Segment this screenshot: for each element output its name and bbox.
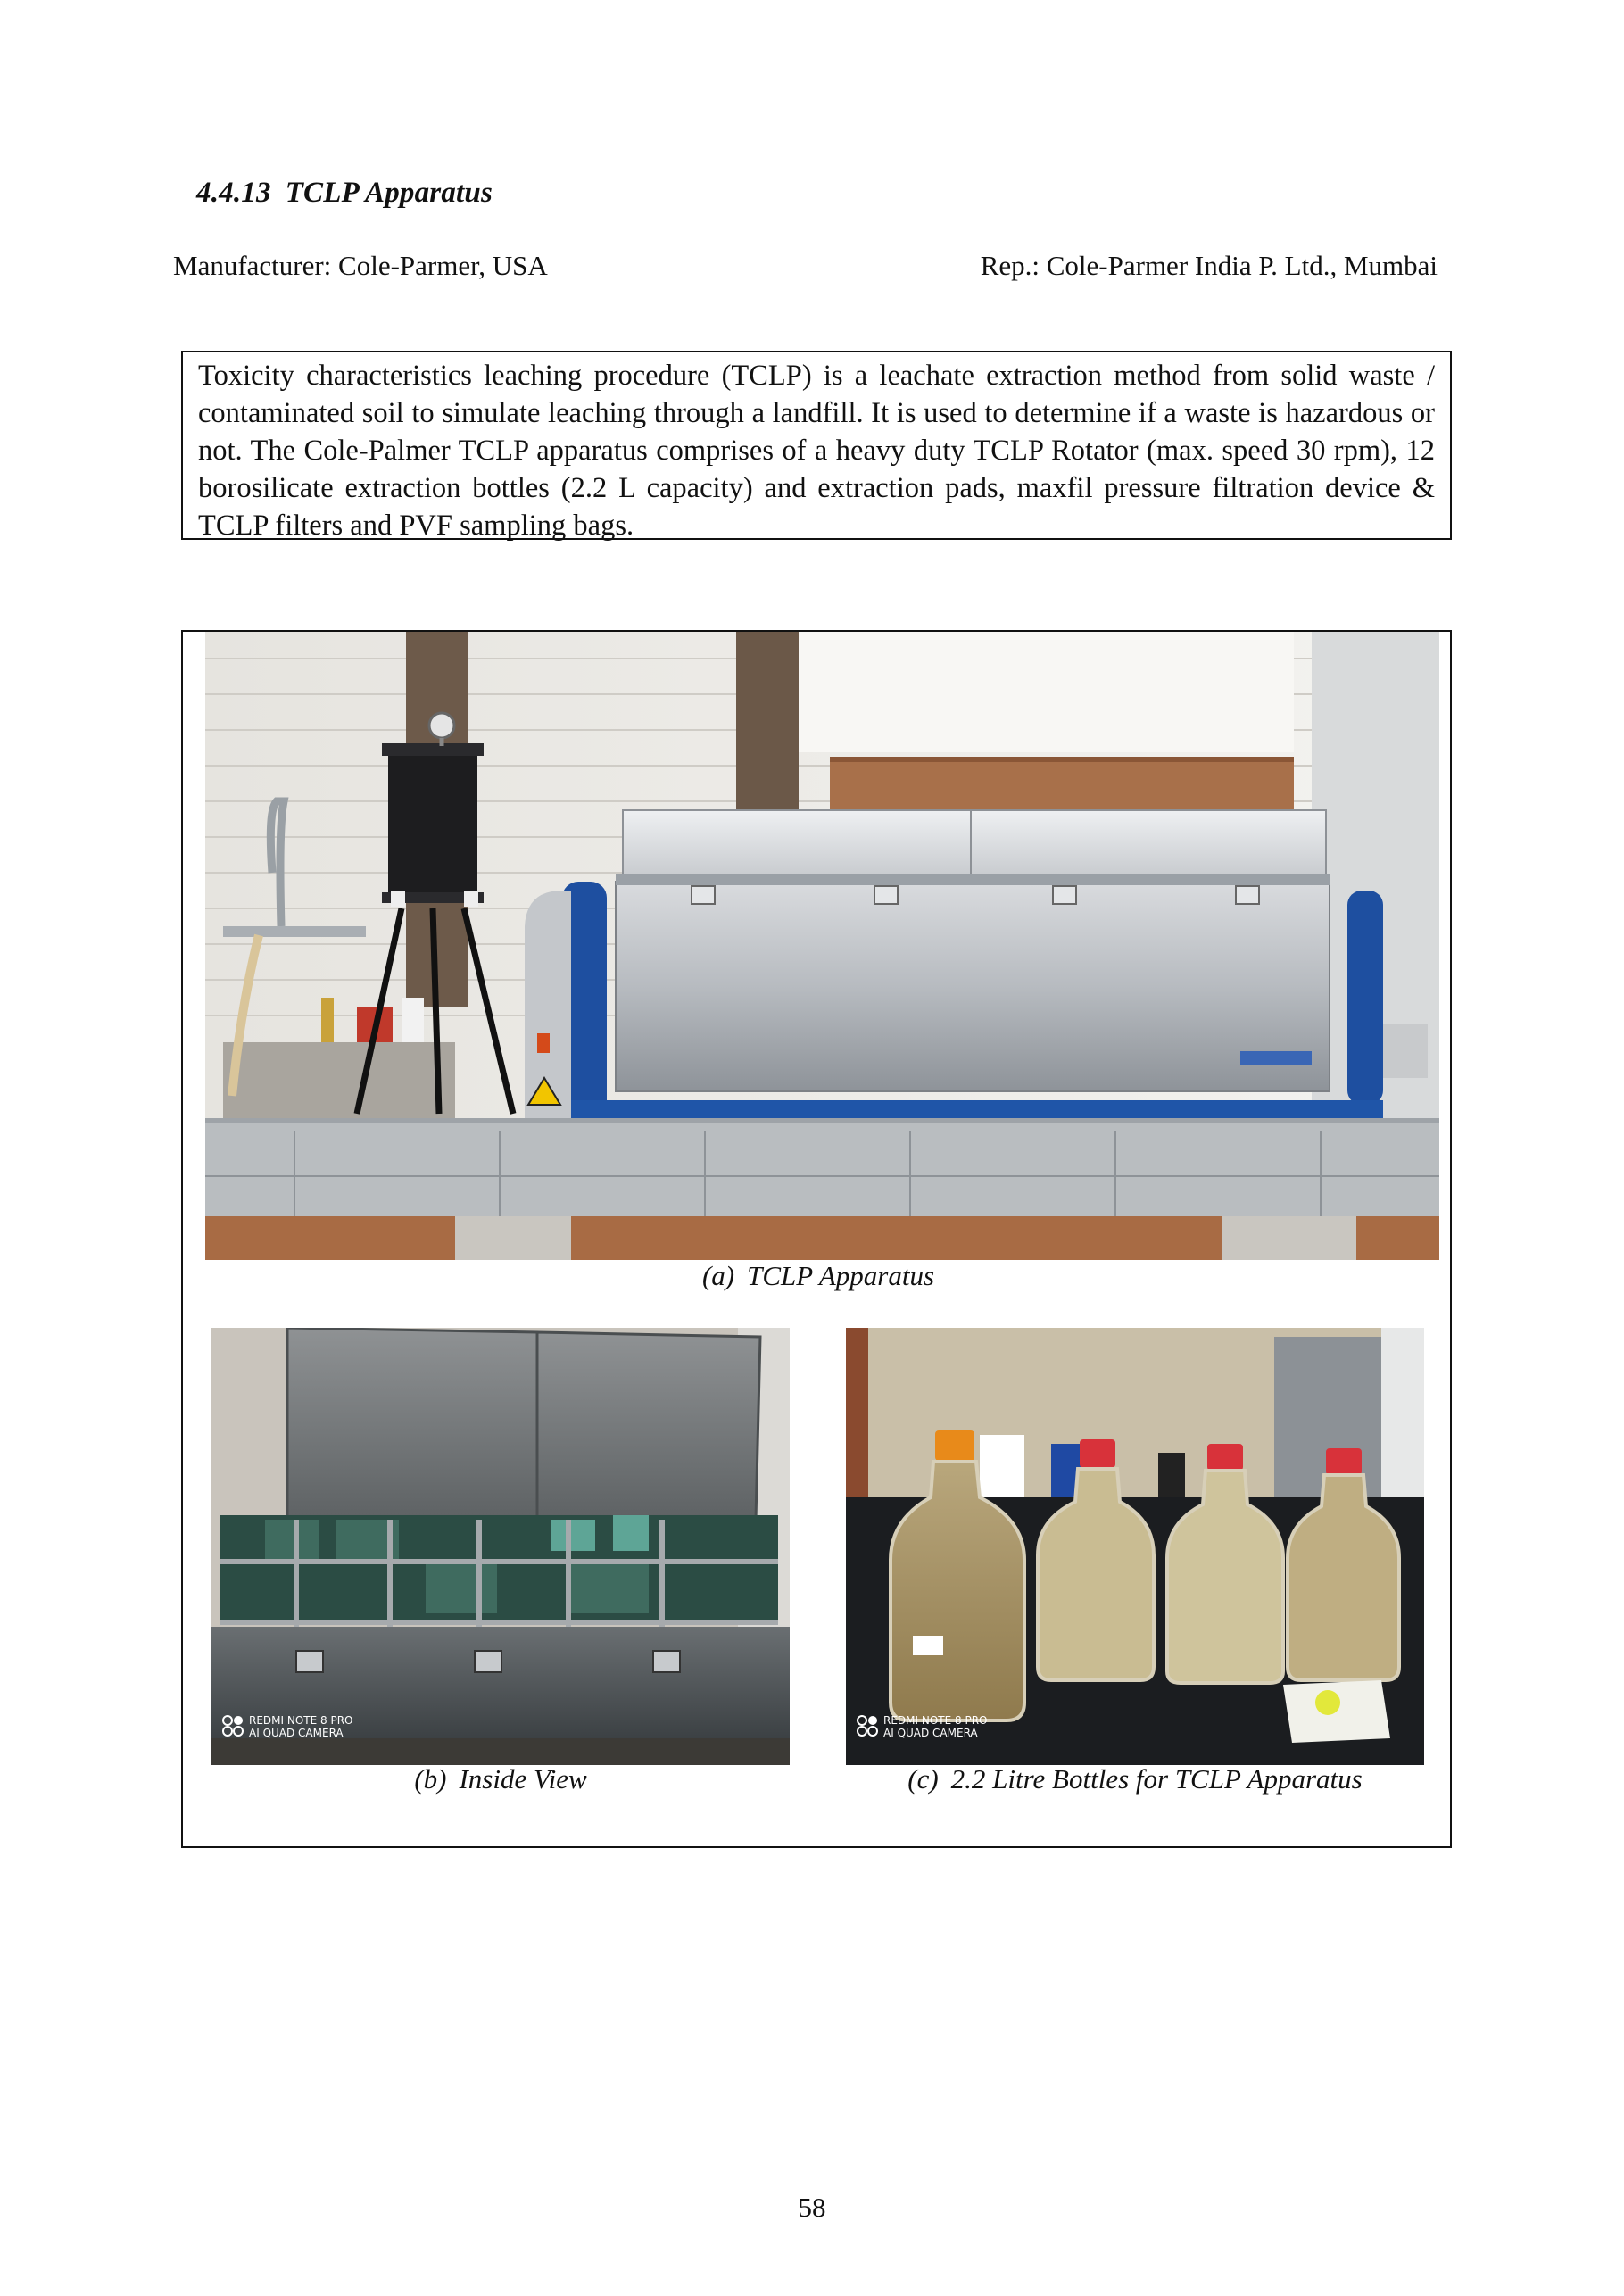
page-number: 58 — [798, 2192, 826, 2223]
manufacturer-text: Manufacturer: Cole-Parmer, USA — [173, 250, 548, 281]
caption-c-letter: (c) — [907, 1763, 939, 1795]
caption-a-letter: (a) — [701, 1260, 735, 1291]
caption-c — [846, 1763, 1424, 1795]
caption-c-text: 2.2 Litre Bottles for TCLP Apparatus — [950, 1763, 1363, 1795]
description-box: Toxicity characteristics leaching procedure (TCLP) is a leachate extraction method from solid waste / contaminated soil to simulate leaching through a landfill. It is used to determine if a waste is hazardous or not. The Cole-Palmer TCLP apparatus comprises of a heavy duty TCLP Rotator (max. speed 30 rpm), 12 borosilicate extraction bottles (2.2 L capacity) and extraction pads, maxfil pressure filtration device & TCLP filters and PVF sampling bags. — [181, 351, 1452, 540]
section-number: 4.4.13 — [196, 177, 271, 209]
section-heading — [196, 177, 493, 210]
watermark-c-line1: REDMI NOTE 8 PRO — [883, 1714, 988, 1727]
caption-b-letter: (b) — [414, 1763, 447, 1795]
caption-a — [183, 1260, 1454, 1292]
watermark-c-line2: AI QUAD CAMERA — [883, 1727, 978, 1739]
watermark-b-line2: AI QUAD CAMERA — [249, 1727, 344, 1739]
figure-box — [181, 630, 1452, 1848]
photo-bottles — [846, 1328, 1424, 1765]
section-title: TCLP Apparatus — [285, 177, 493, 209]
representative-text: Rep.: Cole-Parmer India P. Ltd., Mumbai — [980, 250, 1438, 281]
photo-inside-view — [211, 1328, 790, 1765]
caption-b — [211, 1763, 790, 1795]
caption-a-text: TCLP Apparatus — [747, 1260, 935, 1291]
caption-b-text: Inside View — [459, 1763, 587, 1795]
watermark-b-line1: REDMI NOTE 8 PRO — [249, 1714, 353, 1727]
photo-tclp-apparatus — [205, 632, 1439, 1260]
